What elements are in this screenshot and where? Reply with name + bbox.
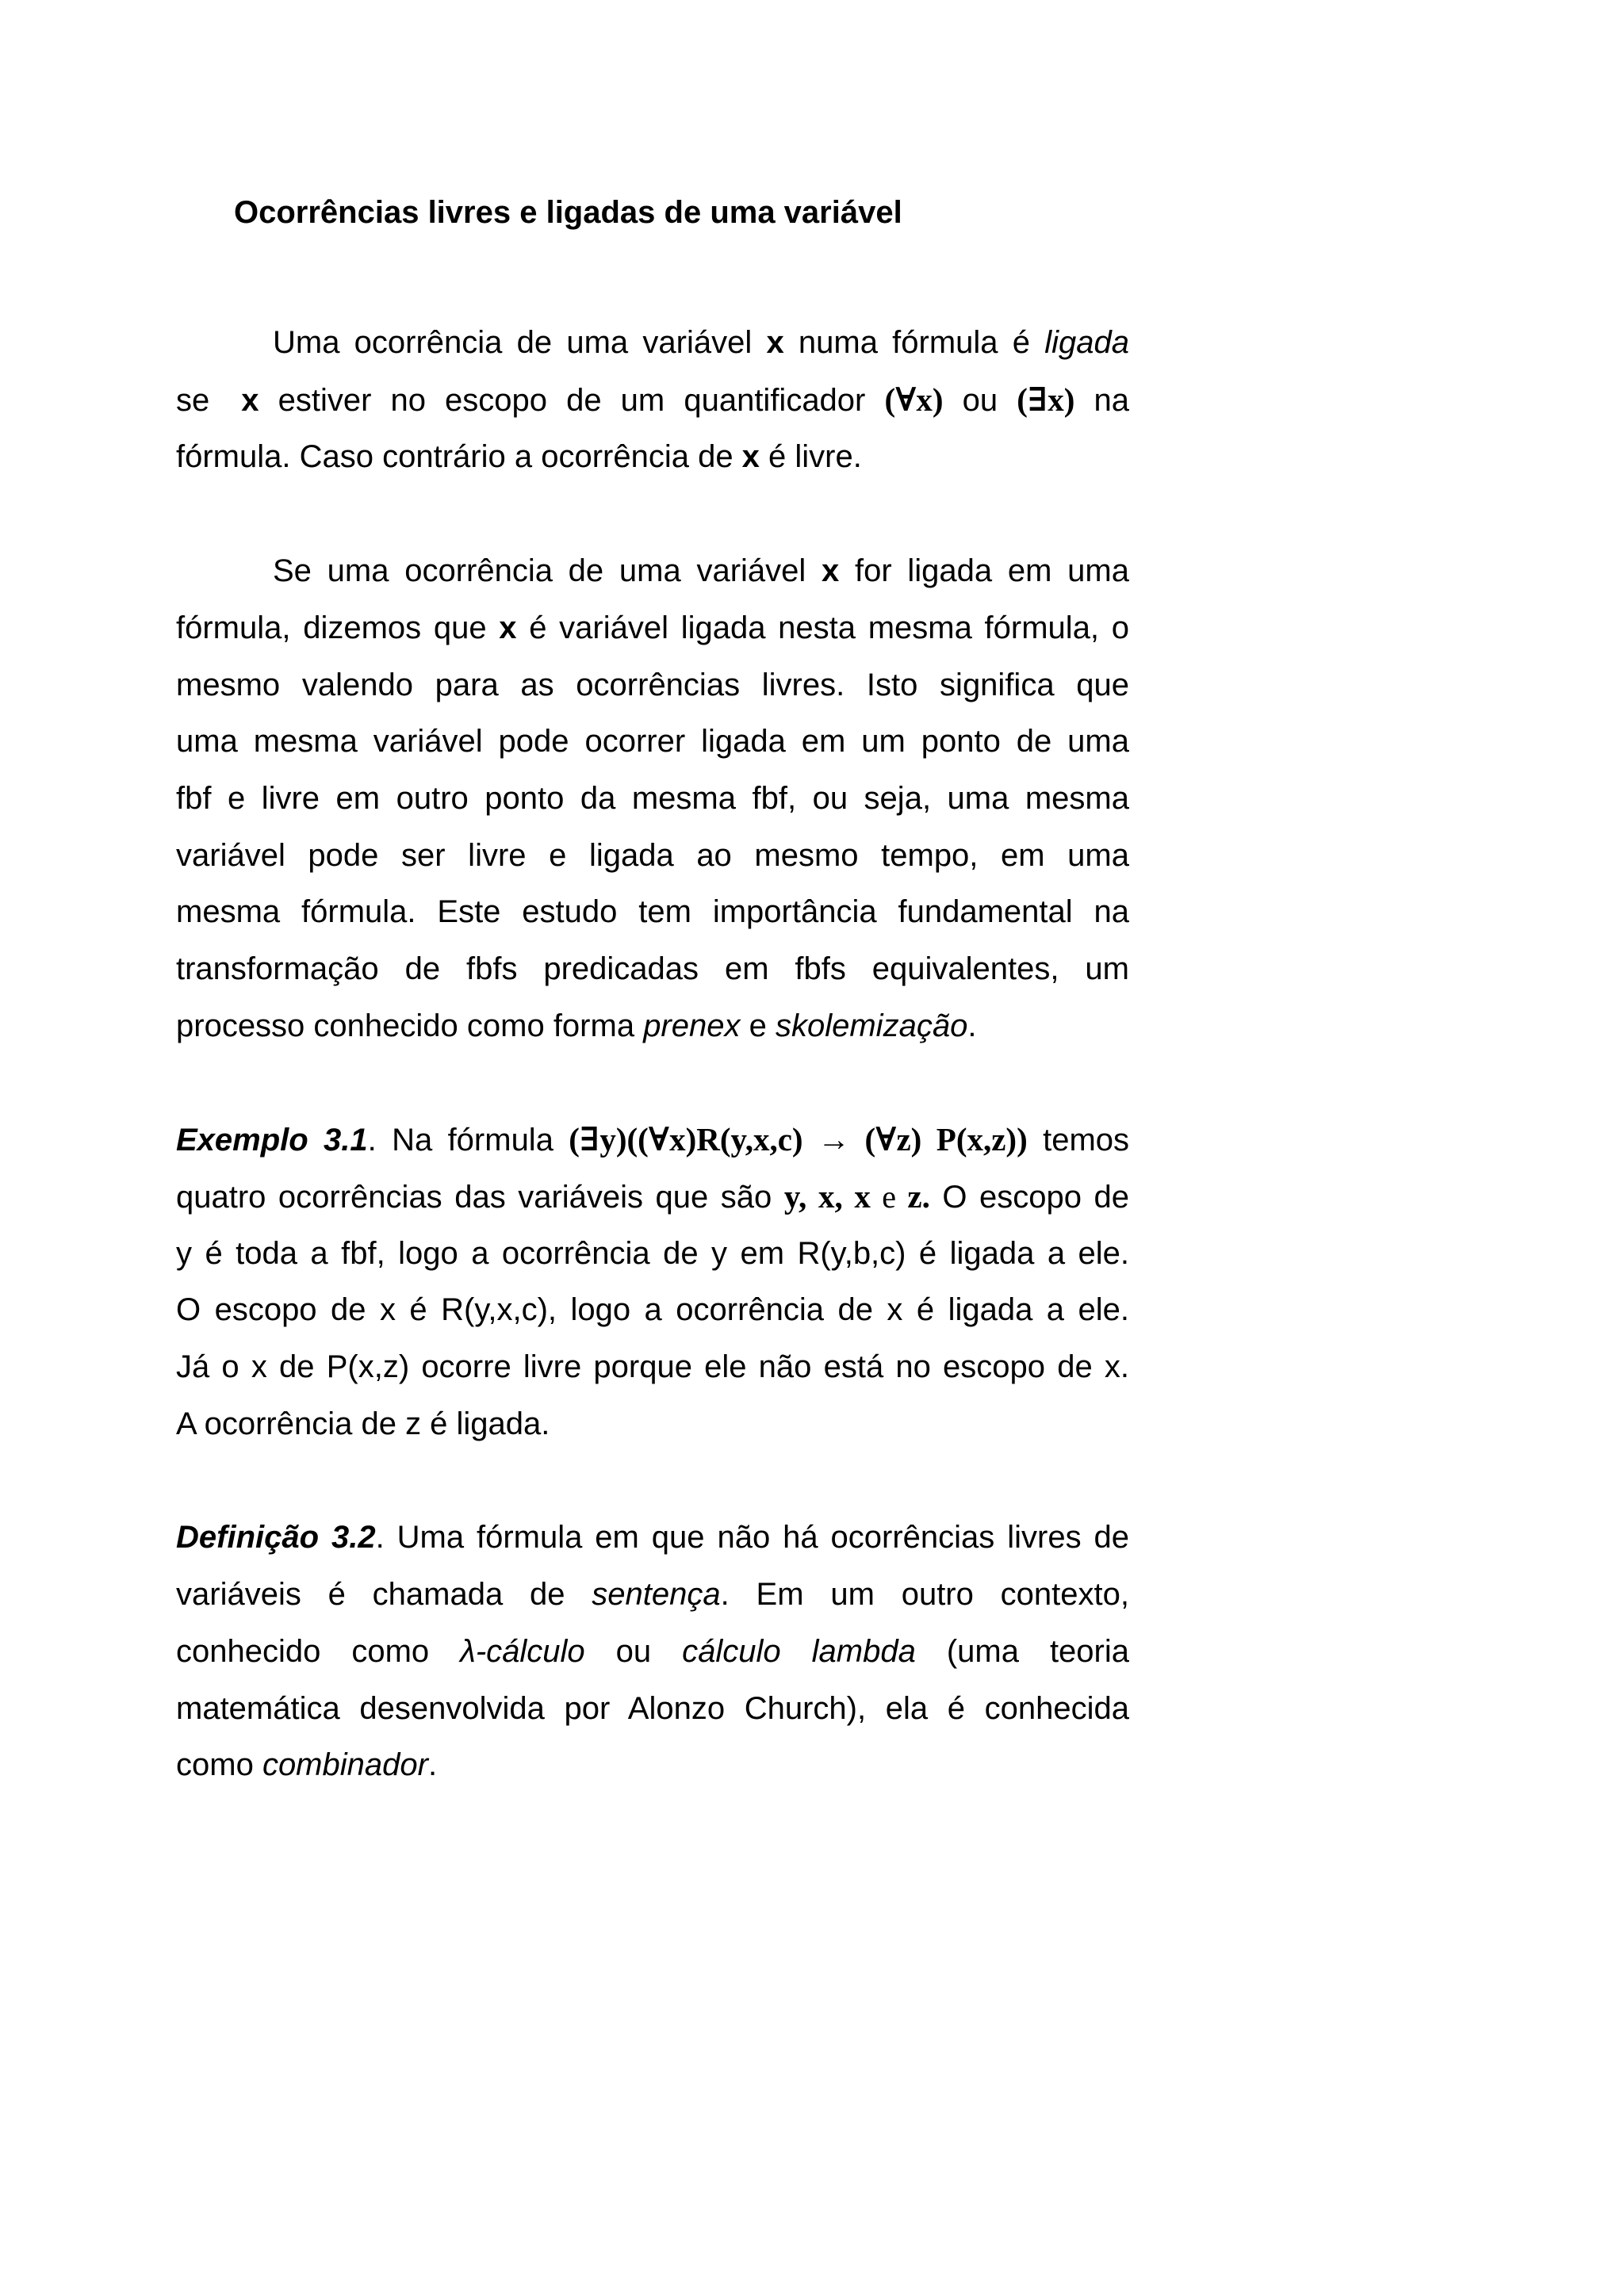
example-line3: y é toda a fbf, logo a ocorrência de y em R(y,b,c) é ligada a ele.: [176, 1236, 1129, 1271]
text: ou: [943, 383, 1017, 418]
example-line6: A ocorrência de z é ligada.: [176, 1406, 550, 1441]
example-line4: O escopo de x é R(y,x,c), logo a ocorrência de x é ligada a ele.: [176, 1292, 1129, 1327]
text: na: [1074, 383, 1129, 418]
example-label: Exemplo 3.1: [176, 1123, 368, 1158]
text: O escopo de: [929, 1180, 1129, 1215]
text: é livre.: [759, 439, 862, 474]
para2-line3: mesmo valendo para as ocorrências livres. Isto significa que: [176, 668, 1129, 702]
definition-line5: [176, 1743, 1129, 1787]
variable-x: x: [499, 610, 517, 645]
text: fórmula. Caso contrário a ocorrência de: [176, 439, 742, 474]
formula-part: (∃y)((∀x)R(y,x,c): [569, 1121, 803, 1158]
text: como: [176, 1747, 262, 1782]
text: é variável ligada nesta mesma fórmula, o: [516, 610, 1129, 645]
para1-line1: [273, 320, 1129, 365]
para1-line2: [176, 377, 1129, 422]
term-lambda-calculo: λ-cálculo: [460, 1634, 585, 1669]
text: numa fórmula é: [783, 325, 1045, 360]
variable-x: x: [822, 553, 840, 588]
text: for ligada em uma: [839, 553, 1129, 588]
definition-label: Definição 3.2: [176, 1520, 376, 1555]
variable-x: x: [741, 439, 760, 474]
text: temos: [1027, 1123, 1129, 1158]
text: fórmula, dizemos que: [176, 610, 500, 645]
definition-line3: [176, 1629, 1129, 1674]
definition-line4: matemática desenvolvida por Alonzo Church), ela é conhecida: [176, 1691, 1129, 1726]
para1-line3: [176, 434, 1129, 479]
para2-line6: variável pode ser livre e ligada ao mesmo tempo, em uma: [176, 838, 1129, 873]
formula-part: (∀z) P(x,z)): [864, 1121, 1028, 1158]
para2-line8: transformação de fbfs predicadas em fbfs equivalentes, um: [176, 951, 1129, 986]
text: quatro ocorrências das variáveis que são: [176, 1180, 784, 1215]
exists-quantifier: (∃x): [1017, 381, 1075, 418]
text: .: [967, 1008, 977, 1043]
definition-line1: [176, 1515, 1129, 1559]
para2-line2: [176, 606, 1129, 650]
example-line1: [176, 1117, 1129, 1161]
term-skolemizacao: skolemização: [775, 1008, 968, 1043]
implies-arrow: →: [802, 1121, 865, 1158]
text: . Na fórmula: [367, 1123, 569, 1158]
definition-line2: [176, 1572, 1129, 1617]
text: processo conhecido como forma: [176, 1008, 644, 1043]
term-prenex: prenex: [643, 1008, 741, 1043]
para2-line1: [273, 549, 1129, 593]
text: e: [740, 1008, 776, 1043]
term-sentenca: sentença: [592, 1577, 721, 1612]
variable-list: y, x, x: [783, 1178, 871, 1215]
term-calculo-lambda: cálculo lambda: [682, 1634, 916, 1669]
text: (uma teoria: [915, 1634, 1129, 1669]
text: e: [870, 1179, 908, 1215]
text: Uma ocorrência de uma variável: [273, 325, 767, 360]
text: . Em um outro contexto,: [720, 1577, 1129, 1612]
para2-line5: fbf e livre em outro ponto da mesma fbf, ou seja, uma mesma: [176, 781, 1129, 816]
text: se: [176, 383, 210, 418]
variable-z: z.: [907, 1178, 930, 1215]
forall-quantifier: (∀x): [884, 381, 944, 418]
example-line5: Já o x de P(x,z) ocorre livre porque ele não está no escopo de x.: [176, 1349, 1129, 1384]
text: estiver no escopo de um quantificador: [259, 383, 885, 418]
text: .: [427, 1747, 438, 1782]
text: variáveis é chamada de: [176, 1577, 592, 1612]
para2-line7: mesma fórmula. Este estudo tem importância fundamental na: [176, 894, 1129, 929]
example-line2: [176, 1174, 1129, 1219]
text: . Uma fórmula em que não há ocorrências livres de: [375, 1520, 1129, 1555]
section-title: Ocorrências livres e ligadas de uma variável: [234, 195, 902, 230]
para2-line9: [176, 1004, 1129, 1048]
term-combinador: combinador: [262, 1747, 428, 1782]
text: conhecido como: [176, 1634, 461, 1669]
text: Se uma ocorrência de uma variável: [273, 553, 822, 588]
term-ligada: ligada: [1044, 325, 1129, 360]
variable-x: x: [241, 383, 259, 418]
para2-line4: uma mesma variável pode ocorrer ligada em um ponto de uma: [176, 724, 1129, 759]
text: ou: [584, 1634, 683, 1669]
variable-x: x: [766, 325, 784, 360]
